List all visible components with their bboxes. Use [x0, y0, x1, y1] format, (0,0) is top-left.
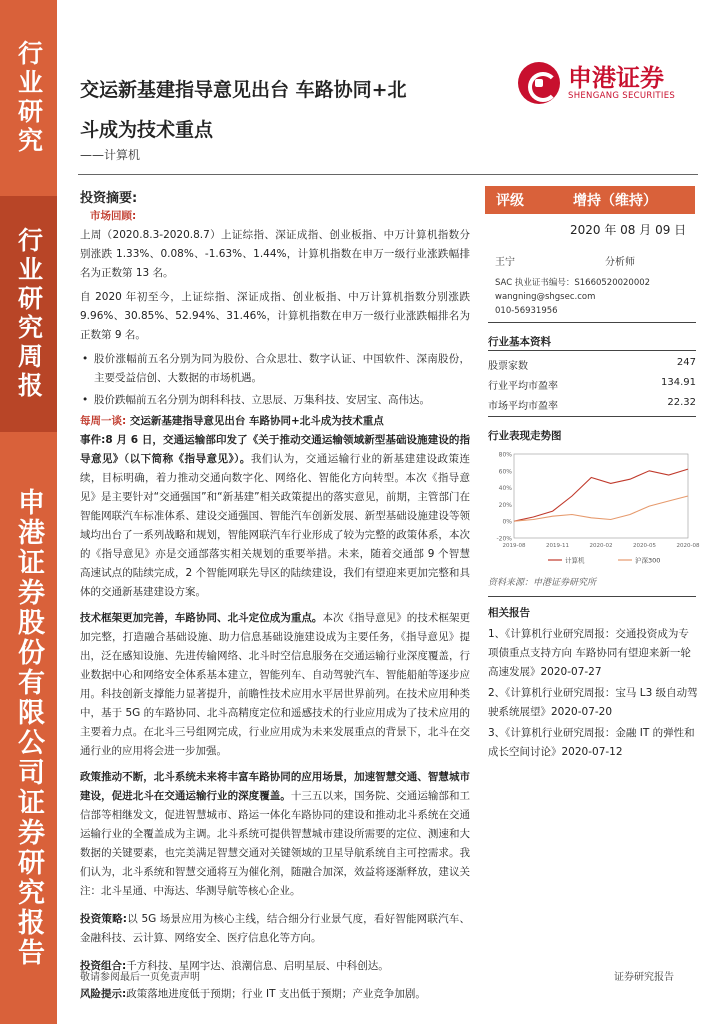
- industry-row: 行业平均市盈率 134.91: [488, 377, 696, 392]
- report-date: 2020 年 08 月 09 日: [570, 223, 687, 237]
- rating-value: 增持（维持）: [573, 193, 657, 209]
- divider-industry-top: [488, 322, 696, 323]
- analyst-info: [495, 256, 695, 318]
- title-line-2: 斗成为技术重点: [80, 119, 214, 141]
- title-line-1: 交运新基建指导意见出台 车路协同+北: [80, 79, 407, 101]
- analyst-sac: SAC 执业证书编号：S1660520020002: [495, 278, 651, 288]
- para-weekly-returns: 上周（2020.8.3-2020.8.7）上证综指、深证成指、创业板指、中万计算机指数分别涨跌 1.33%、0.08%、-1.63%、1.44%，计算机指数在申万一级行业涨跌幅排名为正数第 13 名。: [80, 229, 470, 279]
- divider-industry-bottom: [488, 416, 696, 417]
- para-strategy: 投资策略:以 5G 场景应用为核心主线，结合细分行业景气度，看好智能网联汽车、金融科技、云计算、网络安全、医疗信息化等方向。: [80, 913, 470, 944]
- footer-label: 证券研究报告: [614, 972, 674, 983]
- related-heading: 相关报告: [488, 607, 530, 619]
- legend-label: 沪深300: [635, 556, 661, 565]
- x-tick-label: 2019-08: [502, 543, 526, 549]
- sidebar-mid: 行业研究周报: [0, 196, 57, 432]
- y-tick-label: 0%: [502, 518, 512, 526]
- market-review-label: 市场回顾:: [90, 210, 137, 222]
- plot-frame: [514, 454, 688, 538]
- chart-title: 行业表现走势图: [488, 430, 562, 442]
- bullet-top-losers: • 股价跌幅前五名分别为朗科科技、立思辰、万集科技、安居宝、高伟达。: [80, 391, 470, 410]
- series-line: [514, 469, 688, 521]
- para-policy: 政策推动不断，北斗系统未来将丰富车路协同的应用场景，加速智慧交通、智慧城市建设，促进北斗在交通运输行业的深度覆盖。十三五以来，国务院、交通运输部和工信部等相继发文，促进智慧城市、路运一体化车路协同的建设和推动北斗系统在交通运输行业的全覆盖成为主调。北斗系统可提供智慧城市建设所需要的定位、测速和大数据的关键要素，也完美满足智慧交通对关键领域的卫星导航系统自主可控需求。我们认为，北斗系统和智慧交通将互为催化剂，随融合加深，效益将逐渐释放，建议关注：北斗星通、中海达、华测导航等核心企业。: [80, 771, 471, 897]
- para-portfolio: 投资组合:千方科技、星网宇达、浪潮信息、启明星辰、中科创达。: [80, 960, 389, 972]
- analyst-phone: 010-56931956: [495, 306, 558, 316]
- logo-icon: [518, 62, 560, 104]
- rating-label: 评级: [496, 193, 524, 209]
- industry-row: 市场平均市盈率 22.32: [488, 397, 696, 412]
- analyst-role: 分析师: [605, 257, 635, 268]
- summary-heading: 投资摘要:: [80, 191, 138, 206]
- related-item[interactable]: 3、《计算机行业研究周报：金融 IT 的弹性和成长空间讨论》2020-07-12: [488, 727, 695, 758]
- industry-data-heading: 行业基本资料: [488, 336, 551, 348]
- summary-column: [80, 207, 470, 1004]
- y-tick-label: 60%: [498, 468, 512, 476]
- x-tick-label: 2019-11: [546, 543, 569, 549]
- x-tick-label: 2020-08: [676, 543, 700, 549]
- footer-disclaimer: 敬请参阅最后一页免责声明: [80, 972, 200, 983]
- y-tick-label: 40%: [498, 485, 512, 493]
- para-ytd-returns: 自 2020 年初至今，上证综指、深证成指、创业板指、中万计算机指数分别涨跌 9.96%、30.85%、52.94%、31.46%，计算机指数在申万一级行业涨跌幅排名为正数第 9 名。: [80, 291, 470, 341]
- y-tick-label: -20%: [496, 535, 512, 543]
- logo-cn: 申港证券: [568, 63, 664, 92]
- report-subtitle: ——计算机: [80, 148, 141, 162]
- company-logo: [518, 60, 678, 106]
- header-divider: [78, 174, 698, 175]
- para-event: 事件:8 月 6 日，交通运输部印发了《关于推动交通运输领域新型基础设施建设的指导意见》（以下简称《指导意见》）。我们认为，交通运输行业的新基建建设政策连续，目标明确，着力推动交通向数字化、网络化、智能化方向转型。本次《指导意见》是主要针对“交通强国”和“新基建”相关政策提出的落实意见，前期，主管部门在智能网联汽车标准体系、建设交通强国、智能汽车创新发展、新型基础设施建设等领域均出台了一系列战略和规划，智能网联汽车行业形成了较为完整的政策体系，本次的《指导意见》亦是交通部落实相关规划的重要举措。未来，随着交通部 9 个智慧高速试点的陆续完成，2 个智能网联先导区的陆续建设，我们有望迎来更加完整和具体的交通新基建建设方案。: [80, 434, 471, 598]
- analyst-email: wangning@shgsec.com: [495, 292, 596, 302]
- weekly-topic: 每周一谈: 交运新基建指导意见出台 车路协同+北斗成为技术重点: [80, 415, 384, 427]
- logo-en: SHENGANG SECURITIES: [568, 91, 676, 101]
- divider-industry: [488, 350, 696, 351]
- related-list: [488, 625, 698, 762]
- industry-row: 股票家数 247: [488, 357, 696, 372]
- chart-source: 资料来源：申港证券研究所: [488, 578, 597, 588]
- performance-chart: [488, 448, 700, 572]
- related-item[interactable]: 2、《计算机行业研究周报：宝马 L3 级自动驾驶系统展望》2020-07-20: [488, 687, 698, 718]
- sidebar-bottom: 申港证券股份有限公司证券研究报告: [0, 432, 57, 1024]
- series-line: [514, 496, 688, 521]
- related-item[interactable]: 1、《计算机行业研究周报：交通投资成为专项债重点支持方向 车路协同有望迎来新一轮高速发展》2020-07-27: [488, 628, 691, 678]
- para-risk: 风险提示:政策落地进度低于预期；行业 IT 支出低于预期；产业竞争加剧。: [80, 988, 426, 1000]
- para-tech-framework: 技术框架更加完善，车路协同、北斗定位成为重点。本次《指导意见》的技术框架更加完整，打造融合基础设施、助力信息基础设施建设成为主要任务，《指导意见》提出，泛在感知设施、先进传输网络、北斗时空信息服务在交通运输行业深度覆盖，行业数据中心和网络安全体系基本建立，智能列车、自动驾驶汽车、智能船舶等逐步应用。科技创新支撑能力显著提升，前瞻性技术应用水平居世界前列。在技术应用种类中，基于 5G 的车路协同、北斗高精度定位和遥感技术的行业应用成为了技术应用的主要着力点。在北斗三号组网完成，行业应用成为未来发展重点的背景下，北斗在交通行业的应用将会进一步加强。: [80, 612, 471, 757]
- divider-related: [488, 596, 696, 597]
- bullet-top-gainers: • 股价涨幅前五名分别为同为股份、合众思壮、数字认证、中国软件、深南股份，主要受益信创、大数据的市场机遇。: [80, 350, 470, 388]
- analyst-name: 王宁: [495, 257, 515, 268]
- y-tick-label: 80%: [498, 451, 512, 459]
- legend-label: 计算机: [565, 556, 585, 565]
- x-tick-label: 2020-05: [633, 543, 656, 549]
- rating-box: [485, 186, 695, 214]
- sidebar-top: 行业研究: [0, 0, 57, 196]
- report-title: [80, 70, 480, 150]
- y-tick-label: 20%: [498, 501, 512, 509]
- x-tick-label: 2020-02: [589, 543, 613, 549]
